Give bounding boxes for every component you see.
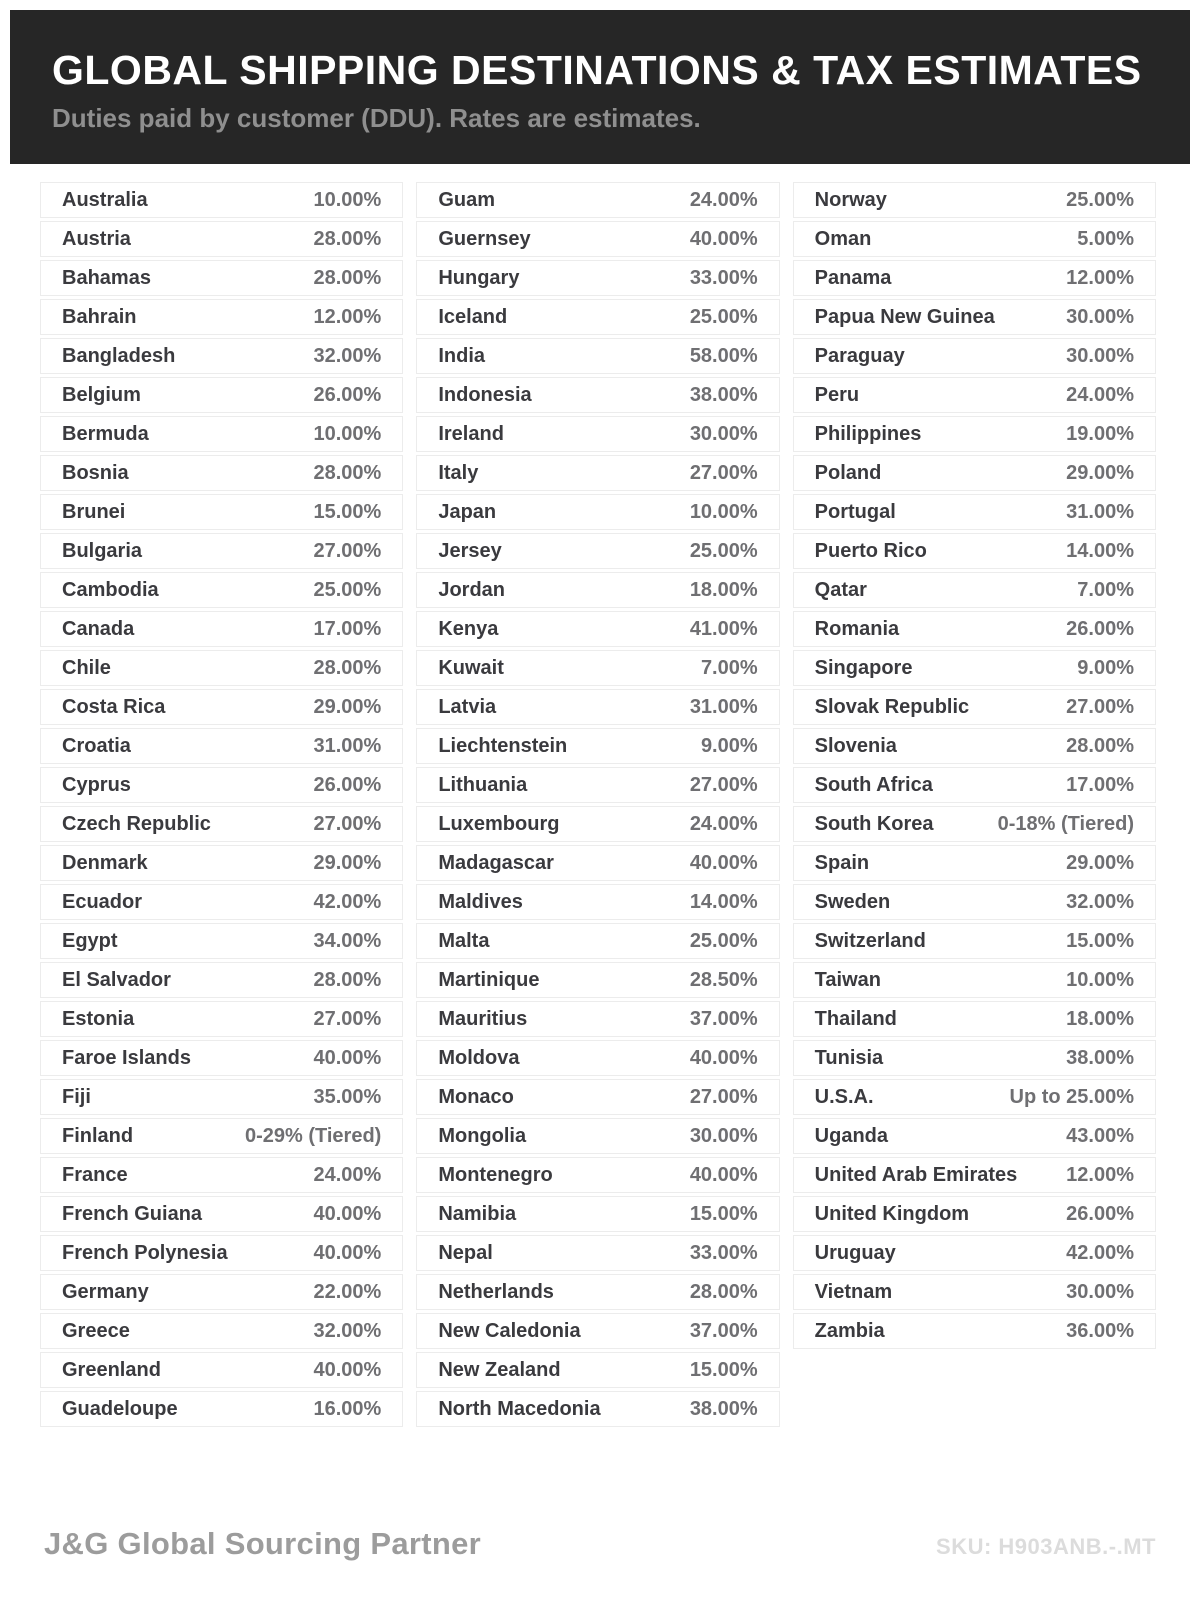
tax-rate-value: 40.00%: [689, 1163, 758, 1186]
tax-rate-value: 43.00%: [1066, 1124, 1134, 1147]
tax-rate-value: 42.00%: [1066, 1241, 1134, 1264]
country-name: South Korea: [814, 812, 934, 835]
country-name: Peru: [814, 383, 860, 406]
tax-rate-value: 28.00%: [313, 266, 382, 289]
tax-rate-value: 18.00%: [1066, 1007, 1134, 1030]
table-row: [40, 728, 403, 764]
country-name: Guam: [438, 188, 496, 211]
table-row: [793, 1040, 1156, 1076]
country-name: North Macedonia: [438, 1397, 601, 1420]
table-row: [416, 1352, 779, 1388]
table-row: [416, 1118, 779, 1154]
table-row: [416, 767, 779, 803]
country-name: Portugal: [814, 500, 896, 523]
tax-rate-value: 34.00%: [313, 929, 382, 952]
tax-rate-value: 9.00%: [1077, 656, 1134, 679]
country-name: Paraguay: [814, 344, 905, 367]
country-name: Indonesia: [438, 383, 532, 406]
country-name: Finland: [62, 1124, 134, 1147]
tax-rate-value: 33.00%: [689, 1241, 758, 1264]
tax-rate-value: 29.00%: [1066, 851, 1134, 874]
country-name: French Guiana: [62, 1202, 203, 1225]
tax-rate-value: 10.00%: [689, 500, 758, 523]
country-name: Kenya: [438, 617, 499, 640]
country-name: Costa Rica: [62, 695, 166, 718]
country-name: Cyprus: [62, 773, 131, 796]
country-name: Sweden: [814, 890, 891, 913]
tax-rate-value: 10.00%: [313, 188, 382, 211]
country-name: Slovak Republic: [814, 695, 970, 718]
country-name: Iceland: [438, 305, 508, 328]
country-name: Estonia: [62, 1007, 135, 1030]
tax-rate-value: 28.00%: [313, 227, 382, 250]
tax-rate-value: 5.00%: [1077, 227, 1134, 250]
country-name: Hungary: [438, 266, 520, 289]
table-row: [793, 923, 1156, 959]
table-row: [793, 299, 1156, 335]
country-name: United Kingdom: [814, 1202, 970, 1225]
table-row: [416, 338, 779, 374]
country-name: Namibia: [438, 1202, 517, 1225]
tax-rate-value: 24.00%: [313, 1163, 382, 1186]
table-row: [40, 182, 403, 218]
country-name: Kuwait: [438, 656, 504, 679]
country-name: Bulgaria: [62, 539, 143, 562]
table-row: [793, 962, 1156, 998]
table-row: [40, 1313, 403, 1349]
table-row: [416, 845, 779, 881]
country-name: New Zealand: [438, 1358, 561, 1381]
tax-rate-value: 28.50%: [689, 968, 758, 991]
table-row: [40, 572, 403, 608]
table-row: [40, 377, 403, 413]
country-name: Mauritius: [438, 1007, 528, 1030]
table-row: [793, 182, 1156, 218]
table-row: [793, 377, 1156, 413]
tax-rate-value: 0-29% (Tiered): [244, 1124, 382, 1147]
table-row: [416, 1313, 779, 1349]
table-row: [793, 260, 1156, 296]
country-name: Greece: [62, 1319, 130, 1342]
tax-rate-value: 29.00%: [313, 851, 382, 874]
tax-rate-value: 31.00%: [1066, 500, 1134, 523]
tax-rate-value: 38.00%: [1066, 1046, 1134, 1069]
table-row: [416, 689, 779, 725]
tax-rate-value: 26.00%: [313, 773, 382, 796]
country-name: Montenegro: [438, 1163, 553, 1186]
table-row: [416, 923, 779, 959]
tax-rate-value: Up to 25.00%: [1009, 1085, 1134, 1108]
country-name: India: [438, 344, 485, 367]
tax-rate-value: 42.00%: [313, 890, 382, 913]
tax-rate-value: 33.00%: [689, 266, 758, 289]
table-row: [793, 1235, 1156, 1271]
country-name: France: [62, 1163, 128, 1186]
table-row: [416, 221, 779, 257]
tax-rate-value: 27.00%: [689, 1085, 758, 1108]
country-name: Thailand: [814, 1007, 897, 1030]
country-name: Canada: [62, 617, 135, 640]
table-row: [40, 299, 403, 335]
tax-rate-value: 32.00%: [1066, 890, 1134, 913]
table-row: [793, 1274, 1156, 1310]
country-name: Papua New Guinea: [814, 305, 995, 328]
table-row: [793, 1196, 1156, 1232]
tax-rate-value: 26.00%: [1066, 617, 1134, 640]
table-row: [793, 1313, 1156, 1349]
country-name: Denmark: [62, 851, 148, 874]
table-row: [40, 1391, 403, 1427]
country-name: Cambodia: [62, 578, 159, 601]
country-name: Maldives: [438, 890, 523, 913]
table-row: [416, 1001, 779, 1037]
tax-rate-value: 25.00%: [313, 578, 382, 601]
table-row: [793, 767, 1156, 803]
table-row: [416, 1040, 779, 1076]
country-name: New Caledonia: [438, 1319, 581, 1342]
tax-rate-value: 17.00%: [1066, 773, 1134, 796]
table-row: [416, 806, 779, 842]
country-name: Faroe Islands: [62, 1046, 191, 1069]
tax-rate-value: 22.00%: [313, 1280, 382, 1303]
country-name: Philippines: [814, 422, 922, 445]
country-name: Martinique: [438, 968, 540, 991]
tax-rate-value: 27.00%: [689, 773, 758, 796]
tax-rate-value: 41.00%: [689, 617, 758, 640]
country-name: Romania: [814, 617, 900, 640]
tax-rate-value: 36.00%: [1066, 1319, 1134, 1342]
tax-rate-value: 29.00%: [313, 695, 382, 718]
table-row: [416, 377, 779, 413]
tax-rate-value: 27.00%: [1066, 695, 1134, 718]
table-row: [40, 1157, 403, 1193]
table-row: [40, 806, 403, 842]
tax-rate-value: 29.00%: [1066, 461, 1134, 484]
table-row: [416, 962, 779, 998]
tax-rate-value: 24.00%: [689, 188, 758, 211]
table-column-2: [416, 182, 779, 1427]
tax-rate-value: 35.00%: [313, 1085, 382, 1108]
tax-rate-value: 18.00%: [689, 578, 758, 601]
tax-rate-value: 30.00%: [1066, 305, 1134, 328]
table-row: [40, 767, 403, 803]
table-row: [40, 1118, 403, 1154]
country-name: South Africa: [814, 773, 933, 796]
table-row: [40, 923, 403, 959]
tax-rate-table: [40, 182, 1156, 1427]
table-row: [40, 962, 403, 998]
table-row: [416, 884, 779, 920]
tax-rate-value: 30.00%: [689, 422, 758, 445]
tax-rate-value: 15.00%: [689, 1202, 758, 1225]
table-row: [793, 533, 1156, 569]
table-row: [40, 1079, 403, 1115]
brand-name: J&G Global Sourcing Partner: [44, 1526, 482, 1561]
table-row: [416, 1274, 779, 1310]
tax-rate-value: 19.00%: [1066, 422, 1134, 445]
table-row: [793, 845, 1156, 881]
table-row: [40, 533, 403, 569]
country-name: Zambia: [814, 1319, 885, 1342]
tax-rate-value: 14.00%: [1066, 539, 1134, 562]
country-name: Jordan: [438, 578, 506, 601]
tax-rate-value: 31.00%: [689, 695, 758, 718]
table-row: [793, 1118, 1156, 1154]
country-name: French Polynesia: [62, 1241, 228, 1264]
country-name: Brunei: [62, 500, 126, 523]
table-row: [40, 260, 403, 296]
country-name: Bahrain: [62, 305, 137, 328]
tax-rate-value: 30.00%: [1066, 344, 1134, 367]
table-row: [40, 494, 403, 530]
table-row: [793, 611, 1156, 647]
table-row: [40, 221, 403, 257]
table-row: [793, 1079, 1156, 1115]
table-row: [793, 728, 1156, 764]
table-row: [40, 338, 403, 374]
country-name: Austria: [62, 227, 131, 250]
tax-rate-value: 16.00%: [313, 1397, 382, 1420]
country-name: Luxembourg: [438, 812, 560, 835]
country-name: Bangladesh: [62, 344, 176, 367]
table-row: [416, 533, 779, 569]
tax-rate-value: 15.00%: [313, 500, 382, 523]
tax-rate-value: 38.00%: [689, 383, 758, 406]
table-row: [40, 611, 403, 647]
table-row: [40, 455, 403, 491]
country-name: Oman: [814, 227, 872, 250]
country-name: Belgium: [62, 383, 141, 406]
table-row: [416, 728, 779, 764]
tax-rate-value: 25.00%: [689, 929, 758, 952]
tax-rate-value: 40.00%: [689, 851, 758, 874]
country-name: Switzerland: [814, 929, 926, 952]
table-row: [793, 416, 1156, 452]
tax-rate-value: 30.00%: [1066, 1280, 1134, 1303]
country-name: Puerto Rico: [814, 539, 927, 562]
table-row: [793, 1001, 1156, 1037]
table-row: [793, 650, 1156, 686]
tax-rate-value: 58.00%: [689, 344, 758, 367]
tax-rate-value: 26.00%: [313, 383, 382, 406]
country-name: Monaco: [438, 1085, 514, 1108]
table-row: [416, 1157, 779, 1193]
tax-rate-value: 12.00%: [1066, 1163, 1134, 1186]
country-name: Bosnia: [62, 461, 129, 484]
tax-rate-value: 27.00%: [689, 461, 758, 484]
tax-rate-value: 15.00%: [1066, 929, 1134, 952]
tax-rate-value: 27.00%: [313, 812, 382, 835]
tax-rate-value: 15.00%: [689, 1358, 758, 1381]
table-row: [40, 1196, 403, 1232]
table-row: [793, 572, 1156, 608]
table-row: [416, 1235, 779, 1271]
tax-rate-value: 25.00%: [1066, 188, 1134, 211]
table-row: [416, 1079, 779, 1115]
tax-rate-value: 28.00%: [313, 968, 382, 991]
tax-rate-value: 40.00%: [313, 1358, 382, 1381]
table-row: [416, 455, 779, 491]
country-name: Lithuania: [438, 773, 528, 796]
country-name: Greenland: [62, 1358, 161, 1381]
country-name: Latvia: [438, 695, 497, 718]
tax-rate-value: 28.00%: [689, 1280, 758, 1303]
country-name: Jersey: [438, 539, 502, 562]
country-name: Italy: [438, 461, 479, 484]
country-name: Norway: [814, 188, 887, 211]
tax-rate-value: 7.00%: [1077, 578, 1134, 601]
country-name: Fiji: [62, 1085, 91, 1108]
country-name: Australia: [62, 188, 148, 211]
country-name: Netherlands: [438, 1280, 554, 1303]
table-column-1: [40, 182, 403, 1427]
tax-rate-value: 24.00%: [689, 812, 758, 835]
country-name: Uganda: [814, 1124, 888, 1147]
table-row: [793, 494, 1156, 530]
country-name: Vietnam: [814, 1280, 893, 1303]
tax-rate-value: 25.00%: [689, 539, 758, 562]
country-name: Spain: [814, 851, 870, 874]
country-name: United Arab Emirates: [814, 1163, 1018, 1186]
tax-rate-value: 27.00%: [313, 539, 382, 562]
tax-rate-value: 10.00%: [313, 422, 382, 445]
page-title: GLOBAL SHIPPING DESTINATIONS & TAX ESTIMATES: [52, 47, 1142, 93]
tax-rate-value: 38.00%: [689, 1397, 758, 1420]
country-name: Croatia: [62, 734, 131, 757]
country-name: Tunisia: [814, 1046, 884, 1069]
tax-rate-value: 25.00%: [689, 305, 758, 328]
tax-rate-value: 40.00%: [313, 1241, 382, 1264]
table-row: [416, 650, 779, 686]
table-row: [416, 494, 779, 530]
tax-rate-value: 9.00%: [700, 734, 758, 757]
table-row: [40, 689, 403, 725]
tax-rate-value: 7.00%: [700, 656, 758, 679]
table-row: [416, 611, 779, 647]
country-name: Taiwan: [814, 968, 881, 991]
table-row: [793, 689, 1156, 725]
tax-rate-value: 12.00%: [1066, 266, 1134, 289]
country-name: Slovenia: [814, 734, 897, 757]
table-row: [40, 1001, 403, 1037]
country-name: Ireland: [438, 422, 504, 445]
country-name: Mongolia: [438, 1124, 527, 1147]
country-name: Singapore: [814, 656, 913, 679]
table-row: [793, 338, 1156, 374]
country-name: Ecuador: [62, 890, 143, 913]
country-name: Poland: [814, 461, 882, 484]
table-row: [416, 1196, 779, 1232]
country-name: Germany: [62, 1280, 149, 1303]
tax-rate-value: 10.00%: [1066, 968, 1134, 991]
table-row: [40, 884, 403, 920]
tax-rate-value: 40.00%: [313, 1202, 382, 1225]
table-row: [40, 1235, 403, 1271]
table-row: [40, 1352, 403, 1388]
country-name: Guernsey: [438, 227, 531, 250]
country-name: Bahamas: [62, 266, 151, 289]
header-banner: [10, 10, 1190, 164]
table-row: [793, 884, 1156, 920]
table-row: [416, 416, 779, 452]
tax-rate-value: 14.00%: [689, 890, 758, 913]
country-name: U.S.A.: [814, 1085, 874, 1108]
country-name: Egypt: [62, 929, 118, 952]
table-row: [40, 650, 403, 686]
table-row: [40, 1040, 403, 1076]
country-name: Madagascar: [438, 851, 554, 874]
tax-rate-value: 26.00%: [1066, 1202, 1134, 1225]
tax-rate-value: 37.00%: [689, 1319, 758, 1342]
sku-label: SKU: H903ANB.-.MT: [936, 1534, 1156, 1559]
table-row: [416, 572, 779, 608]
table-row: [416, 260, 779, 296]
tax-rate-value: 17.00%: [313, 617, 382, 640]
table-row: [793, 455, 1156, 491]
table-row: [793, 1157, 1156, 1193]
tax-rate-value: 24.00%: [1066, 383, 1134, 406]
table-row: [793, 806, 1156, 842]
tax-rate-value: 30.00%: [689, 1124, 758, 1147]
country-name: Liechtenstein: [438, 734, 568, 757]
table-column-3: [793, 182, 1156, 1427]
tax-rate-value: 31.00%: [313, 734, 382, 757]
country-name: Qatar: [814, 578, 867, 601]
country-name: Czech Republic: [62, 812, 211, 835]
tax-rate-value: 28.00%: [313, 461, 382, 484]
tax-rate-value: 40.00%: [313, 1046, 382, 1069]
country-name: Moldova: [438, 1046, 520, 1069]
tax-rate-value: 32.00%: [313, 1319, 382, 1342]
tax-rate-value: 28.00%: [313, 656, 382, 679]
tax-rate-value: 12.00%: [313, 305, 382, 328]
table-row: [416, 299, 779, 335]
footer: [44, 1526, 1156, 1562]
country-name: Guadeloupe: [62, 1397, 178, 1420]
tax-rate-value: 28.00%: [1066, 734, 1134, 757]
table-row: [40, 416, 403, 452]
table-row: [793, 221, 1156, 257]
country-name: Malta: [438, 929, 490, 952]
country-name: Nepal: [438, 1241, 493, 1264]
table-row: [40, 1274, 403, 1310]
table-row: [416, 1391, 779, 1427]
tax-rate-value: 40.00%: [689, 1046, 758, 1069]
tax-rate-value: 0-18% (Tiered): [997, 812, 1134, 835]
table-row: [40, 845, 403, 881]
country-name: Japan: [438, 500, 497, 523]
country-name: El Salvador: [62, 968, 171, 991]
table-row: [416, 182, 779, 218]
country-name: Bermuda: [62, 422, 149, 445]
tax-rate-value: 27.00%: [313, 1007, 382, 1030]
tax-rate-value: 32.00%: [313, 344, 382, 367]
page-subtitle: Duties paid by customer (DDU). Rates are estimates.: [52, 103, 701, 134]
tax-rate-value: 37.00%: [689, 1007, 758, 1030]
country-name: Chile: [62, 656, 111, 679]
tax-rate-value: 40.00%: [689, 227, 758, 250]
country-name: Uruguay: [814, 1241, 896, 1264]
country-name: Panama: [814, 266, 892, 289]
